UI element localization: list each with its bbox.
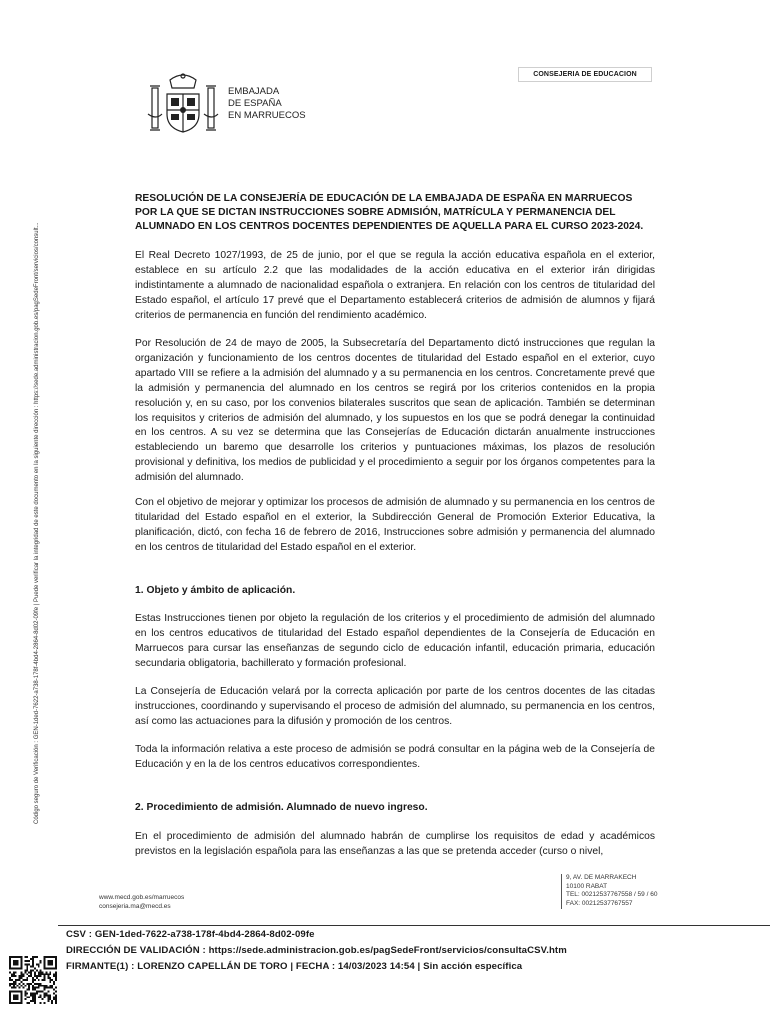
address-line-4: FAX: 00212537767557 (566, 900, 633, 908)
paragraph-2: Por Resolución de 24 de mayo de 2005, la Subsecretaría del Departamento dictó instrucciones que regulan la organización y funcionamiento de los centros docentes de titularidad del Estado español en el exterior, cuyo apartado VIII se refiere a la admisión del alumnado y a su permanencia en los centros. Concretamente prevé que la admisión y permanencia del alumnado en los centros se regirá por los criterios contenidos en la propia resolución y, en su caso, por los convenios bilaterales suscritos que sean de aplicación. También se determinan los requisitos y criterios de admisión del alumnado, y los supuestos en los que se podrá denegar la continuidad en los centros. A su vez se determina que las Consejerías de Educación dictarán anualmente instrucciones estableciendo un baremo que desarrolle los criterios y puntuaciones máximas, los plazos de resolución provisional y definitiva, los medios de publicidad y el procedimiento a seguir por los órganos competentes para la admisión del alumnado. (135, 338, 655, 484)
embassy-line-2: DE ESPAÑA (228, 98, 282, 109)
signature-csv: CSV : GEN-1ded-7622-a738-178f-4bd4-2864-8d02-09fe (66, 929, 315, 940)
department-label: CONSEJERIA DE EDUCACION (533, 71, 637, 78)
address-line-3: TEL: 00212537767558 / 59 / 60 (566, 891, 658, 899)
coat-of-arms-icon (144, 70, 222, 138)
footer-email: consejeria.ma@mecd.es (99, 903, 171, 910)
section-1-paragraph-1: Estas Instrucciones tienen por objeto la regulación de los criterios y el procedimiento de admisión del alumnado en los centros educativos de titularidad del Estado español dependientes de la Consejería de Educación en Marruecos para cursar las enseñanzas de segundo ciclo de educación infantil, educación primaria, educación secundaria obligatoria, bachillerato y formación profesional. (135, 613, 655, 669)
section-1-paragraph-3: Toda la información relativa a este proceso de admisión se podrá consultar en la página web de la Consejería de Educación y en la de los centros educativos correspondientes. (135, 744, 655, 770)
csv-side-text (20, 84, 40, 824)
address-line-1: 9, AV. DE MARRAKECH (566, 874, 637, 881)
address-line-2: 10100 RABAT (566, 882, 608, 890)
signature-signer: FIRMANTE(1) : LORENZO CAPELLÁN DE TORO | FECHA : 14/03/2023 14:54 | Sin acción específica (66, 961, 523, 972)
csv-side-label: Código seguro de Verificación : GEN-1ded-7622-a738-178f-4bd4-2864-8d02-09fe | Puede verificar la integridad de este documento en la siguiente dirección : https://sede.administracion.gob.es/pagSedeFront/servicios/consult... (34, 222, 40, 824)
section-2-paragraph-1: En el procedimiento de admisión del alumnado habrán de cumplirse los requisitos de edad y académicos previstos en la legislación española para las enseñanzas a las que se pretenda acceder (curso o nivel, (135, 831, 655, 857)
department-box (518, 67, 652, 82)
paragraph-1: El Real Decreto 1027/1993, de 25 de junio, por el que se regula la acción educativa española en el exterior, establece en su artículo 2.2 que las modalidades de la acción educativa en el exterior irán dirigidas indistintamente a alumnado de nacionalidad española o extranjera. En relación con los centros de titularidad del Estado español, el artículo 17 prevé que el Departamento establecerá criterios de admisión de alumnos y fijará criterios de permanencia en función del rendimiento académico. (135, 250, 655, 321)
embassy-line-3: EN MARRUECOS (228, 110, 306, 121)
signature-validation-url[interactable]: DIRECCIÓN DE VALIDACIÓN : https://sede.administracion.gob.es/pagSedeFront/servicios/consultaCSV.htm (66, 945, 567, 956)
section-1-heading: 1. Objeto y ámbito de aplicación. (135, 585, 296, 596)
footer-address (561, 874, 657, 909)
footer-website: www.mecd.gob.es/marruecos (99, 894, 185, 901)
embassy-line-1: EMBAJADA (228, 86, 280, 97)
section-1-paragraph-2: La Consejería de Educación velará por la correcta aplicación por parte de los centros docentes de las citadas instrucciones, coordinando y supervisando el proceso de admisión del alumnado, su permanencia en los centros, así como las actuaciones para la difusión y promoción de los centros. (135, 686, 655, 727)
section-2-heading: 2. Procedimiento de admisión. Alumnado de nuevo ingreso. (135, 802, 428, 813)
paragraph-3: Con el objetivo de mejorar y optimizar los procesos de admisión de alumnado y su permanencia en los centros de titularidad del Estado español en el exterior, la Subdirección General de Promoción Exterior Educativa, la planificación, dictó, con fecha 16 de febrero de 2016, Instrucciones sobre admisión y permanencia del alumnado en los centros de titularidad del Estado español en el exterior. (135, 497, 655, 553)
footer-contact (99, 893, 184, 911)
document-title: RESOLUCIÓN DE LA CONSEJERÍA DE EDUCACIÓN DE LA EMBAJADA DE ESPAÑA EN MARRUECOS POR LA QUE SE DICTAN INSTRUCCIONES SOBRE ADMISIÓN, MATRÍCULA Y PERMANENCIA DEL ALUMNADO EN LOS CENTROS DOCENTES DEPENDIENTES DE AQUELLA PARA EL CURSO 2023-2024. (135, 193, 644, 233)
signature-divider (58, 925, 770, 926)
embassy-name (228, 86, 306, 122)
qr-code-icon (9, 956, 57, 1004)
